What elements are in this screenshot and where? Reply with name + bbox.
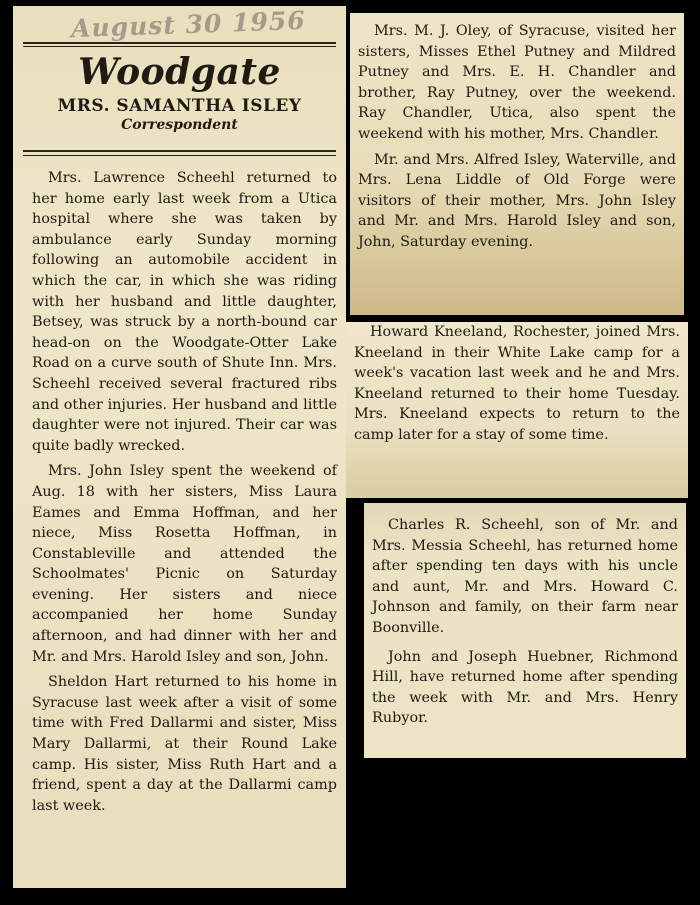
clipping-oley-isley xyxy=(350,13,684,315)
article-body xyxy=(32,168,337,821)
clipping-woodgate-column xyxy=(13,6,346,888)
clipping-kneeland xyxy=(346,322,688,498)
article-body xyxy=(354,322,680,451)
paragraph: Charles R. Scheehl, son of Mr. and Mrs. Messia Scheehl, has returned home after spending ten days with his uncle and aunt, Mr. and Mrs. Howard C. Johnson and family, on their farm near Boonville. xyxy=(372,517,678,636)
correspondent-role: Correspondent xyxy=(121,117,238,133)
masthead xyxy=(13,50,346,134)
masthead-rule-bottom-thin xyxy=(23,155,336,156)
masthead-rule-top-thin xyxy=(23,46,336,47)
paragraph: Mr. and Mrs. Alfred Isley, Waterville, and Mrs. Lena Liddle of Old Forge were visitors of their mother, Mrs. John Isley and Mr. and Mrs. Harold Isley and son, John, Saturday evening. xyxy=(358,151,676,250)
masthead-rule-top xyxy=(23,42,336,44)
clipping-scheehl-huebner xyxy=(364,503,686,758)
masthead-rule-bottom xyxy=(23,150,336,152)
paragraph: John and Joseph Huebner, Richmond Hill, have returned home after spending the week with Mr. and Mrs. Henry Rubyor. xyxy=(372,648,678,727)
paragraph: Mrs. John Isley spent the weekend of Aug. 18 with her sisters, Miss Laura Eames and Emma Hoffman, and her niece, Miss Rosetta Hoffman, in Constableville and attended the Schoolmates' Picnic on Saturday evening. Her sisters and niece accompanied her home Sunday afternoon, and had dinner with her and Mr. and Mrs. Harold Isley and son, John. xyxy=(32,463,337,665)
column-title: Woodgate xyxy=(78,51,281,93)
paragraph: Mrs. Lawrence Scheehl returned to her home early last week from a Utica hospital where she was taken by ambulance early Sunday morning following an automobile accident in which the car, in which she was riding with her husband and little daughter, Betsey, was struck by a north-bound car head-on on the Woodgate-Otter Lake Road on a curve south of Shute Inn. Mrs. Scheehl received several fractured ribs and other injuries. Her husband and little daughter were not injured. Their car was quite badly wrecked. xyxy=(32,170,337,454)
correspondent-name: MRS. SAMANTHA ISLEY xyxy=(57,96,302,116)
paragraph: Sheldon Hart returned to his home in Syracuse last week after a visit of some time with Fred Dallarmi and sister, Miss Mary Dallarmi, at their Round Lake camp. His sister, Miss Ruth Hart and a friend, spent a day at the Dallarmi camp last week. xyxy=(32,674,337,814)
paragraph: Mrs. M. J. Oley, of Syracuse, visited her sisters, Misses Ethel Putney and Mildred Putney and Mrs. E. H. Chandler and brother, Ray Putney, over the weekend. Ray Chandler, Utica, also spent the weekend with his mother, Mrs. Chandler. xyxy=(358,23,676,142)
date-stamp: August 30 1956 xyxy=(70,6,307,44)
article-body xyxy=(358,21,676,258)
article-body xyxy=(372,515,678,737)
paragraph: Howard Kneeland, Rochester, joined Mrs. Kneeland in their White Lake camp for a week's vacation last week and he and Mrs. Kneeland returned to their home Tuesday. Mrs. Kneeland expects to return to the camp later for a stay of some time. xyxy=(354,324,680,443)
